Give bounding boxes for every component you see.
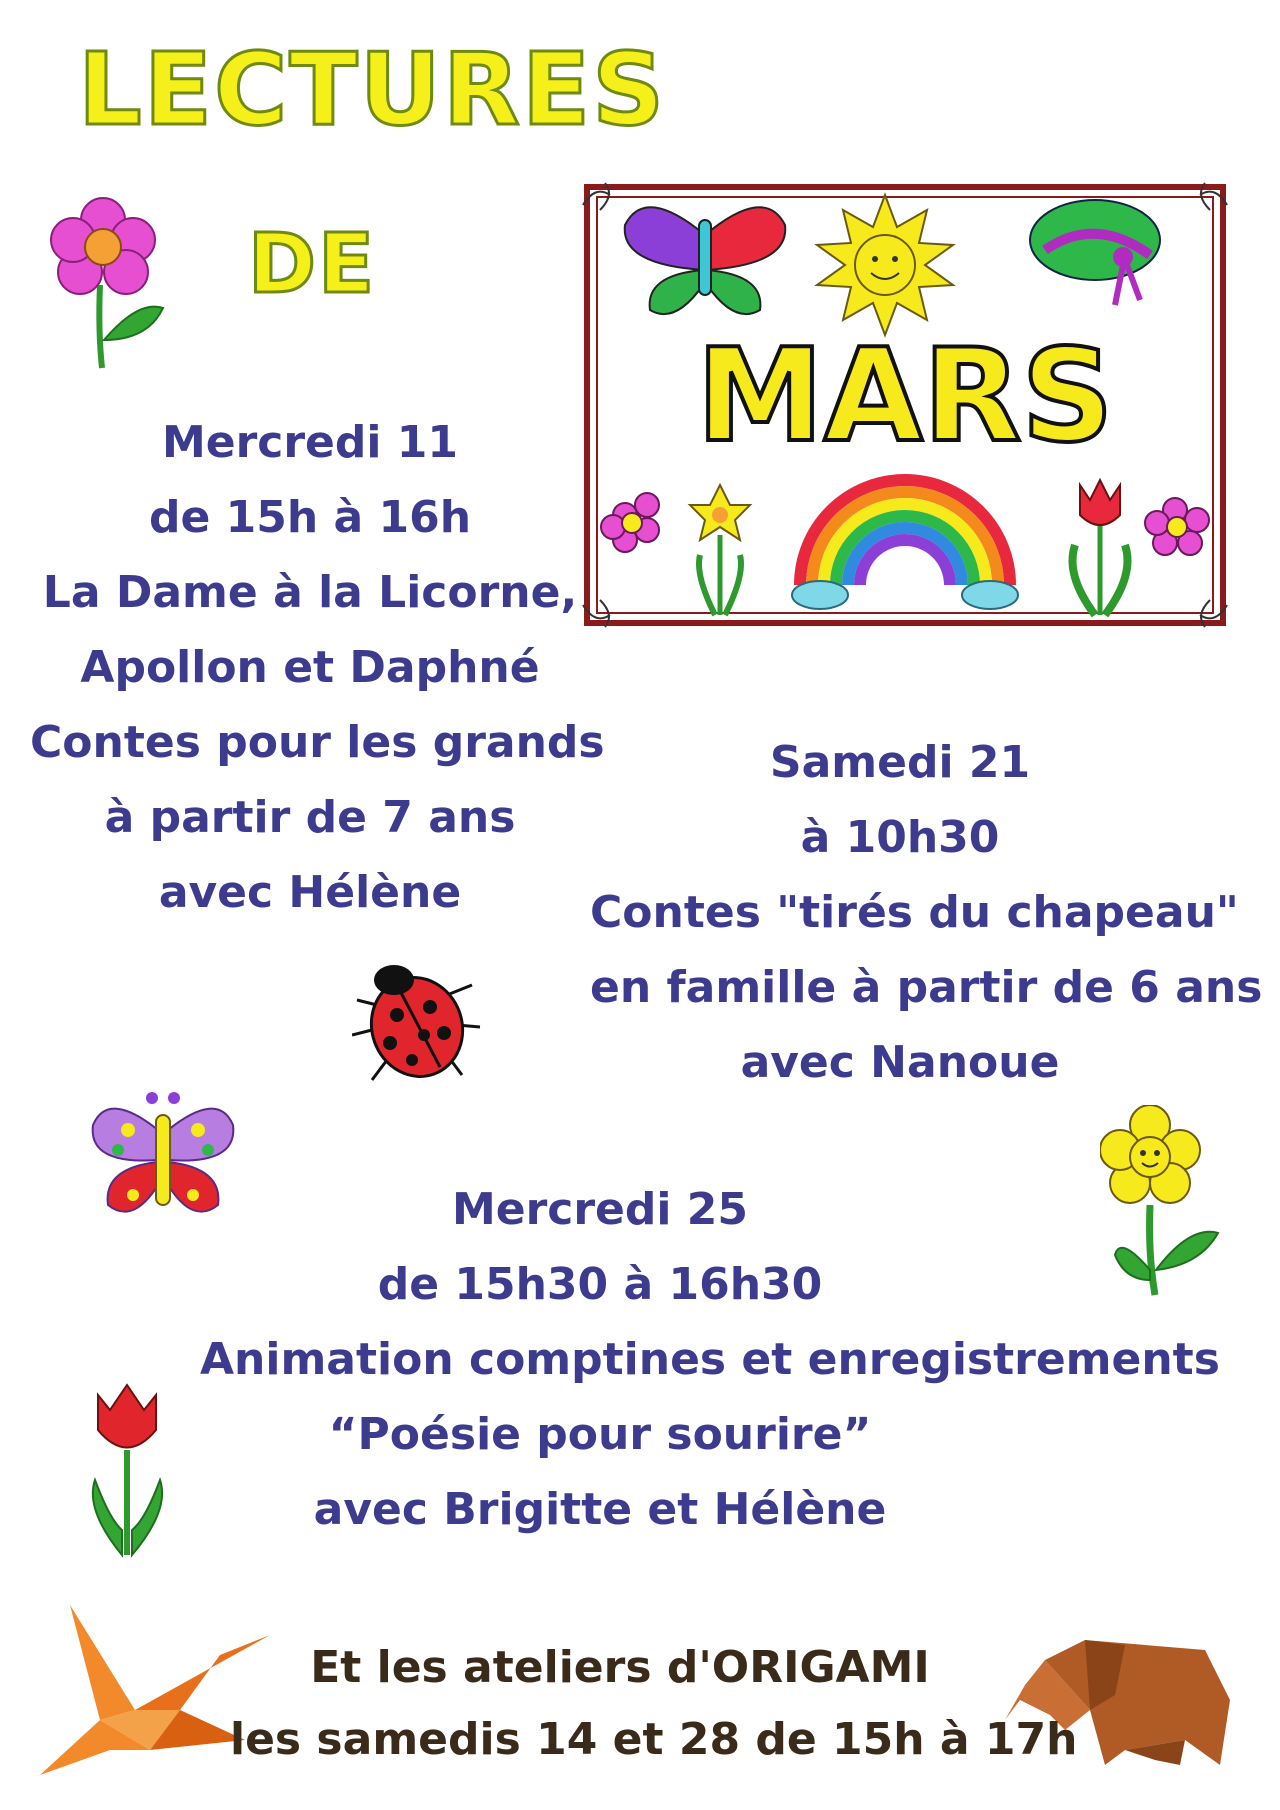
event-line: avec Hélène	[158, 867, 462, 918]
event-line: à partir de 7 ans	[104, 792, 516, 843]
origami-workshops	[230, 1632, 1078, 1776]
event-line: Samedi 21	[769, 737, 1031, 788]
event-line: “Poésie pour sourire”	[328, 1409, 872, 1460]
event-line: Contes pour les grands	[30, 717, 605, 768]
mars-banner	[575, 175, 1235, 635]
title-lectures: LECTURES	[78, 31, 667, 148]
event-samedi-21	[590, 725, 1263, 1100]
event-line: Mercredi 25	[451, 1184, 749, 1235]
origami-line-2: les samedis 14 et 28 de 15h à 17h	[230, 1714, 1078, 1765]
event-line: avec Brigitte et Hélène	[313, 1484, 887, 1535]
event-line: à 10h30	[800, 812, 1000, 863]
event-line: avec Nanoue	[740, 1037, 1060, 1088]
title-de: DE	[248, 217, 377, 312]
event-line: de 15h à 16h	[148, 492, 472, 543]
event-line: Animation comptines et enregistrements	[200, 1334, 1220, 1385]
tulip-icon	[80, 1380, 175, 1560]
event-line: Mercredi 11	[161, 417, 459, 468]
origami-line-1: Et les ateliers d'ORIGAMI	[310, 1642, 930, 1693]
mars-text: MARS	[696, 322, 1114, 471]
event-mercredi-11	[30, 405, 605, 930]
pink-flower-icon	[28, 190, 178, 370]
event-line: Apollon et Daphné	[80, 642, 540, 693]
event-line: en famille à partir de 6 ans	[590, 962, 1263, 1013]
event-line: Contes "tirés du chapeau"	[590, 887, 1239, 938]
yellow-flower-icon	[1100, 1105, 1220, 1300]
event-line: La Dame à la Licorne,	[42, 567, 578, 618]
event-line: de 15h30 à 16h30	[377, 1259, 823, 1310]
ladybug-icon	[352, 955, 482, 1090]
event-mercredi-25	[200, 1172, 1220, 1547]
